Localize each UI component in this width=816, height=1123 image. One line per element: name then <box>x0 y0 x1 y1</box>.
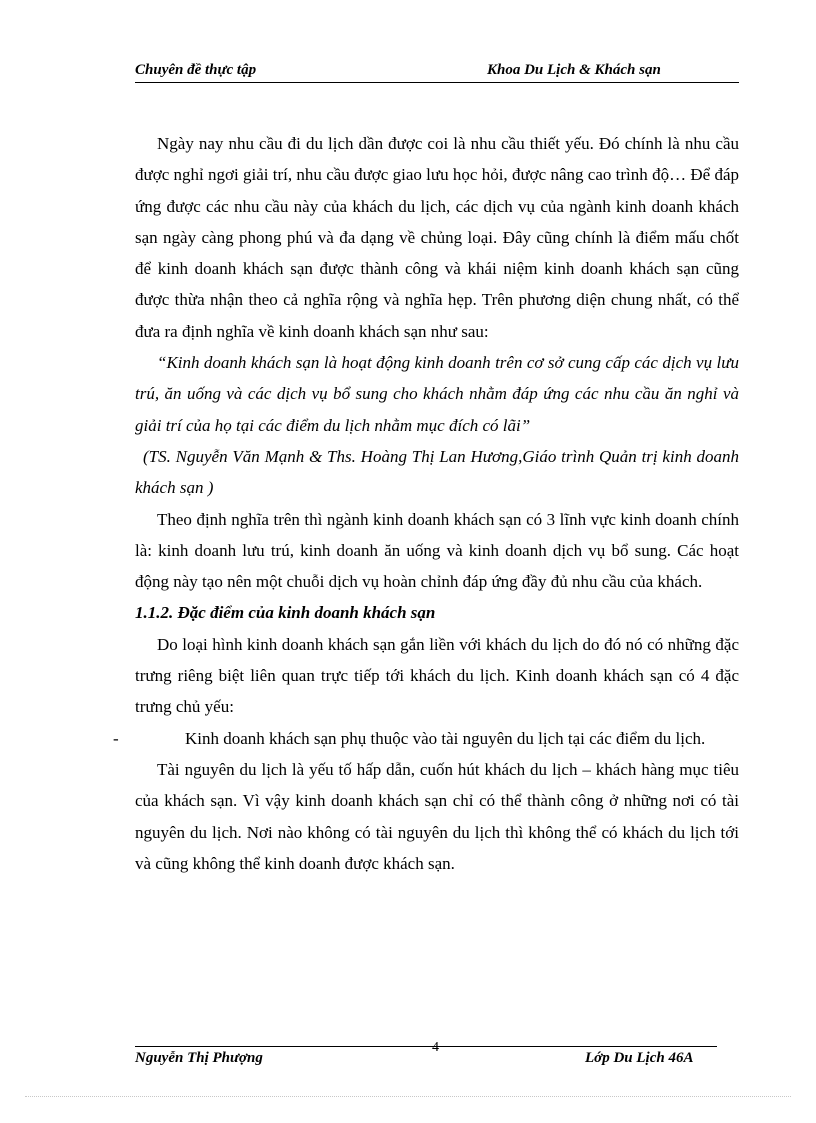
page-header <box>135 60 739 83</box>
footer-author: Nguyễn Thị Phượng <box>135 1050 263 1066</box>
page-edge-divider <box>25 1096 791 1097</box>
paragraph-intro: Ngày nay nhu cầu đi du lịch dần được coi là nhu cầu thiết yếu. Đó chính là nhu cầu được nghỉ ngơi giải trí, nhu cầu được giao lưu học hỏi, được nâng cao trình độ… Để đáp ứng được các nhu cầu này của khách du lịch, các dịch vụ của ngành kinh doanh khách sạn ngày càng phong phú và đa dạng về chủng loại. Đây cũng chính là điểm mấu chốt để kinh doanh khách sạn được thành công và khái niệm kinh doanh khách sạn cũng được thừa nhận theo cả nghĩa rộng và nghĩa hẹp. Trên phương diện chung nhất, có thể đưa ra định nghĩa về kinh doanh khách sạn như sau: <box>135 134 739 341</box>
paragraph-resources: Tài nguyên du lịch là yếu tố hấp dẫn, cuốn hút khách du lịch – khách hàng mục tiêu của khách sạn. Vì vậy kinh doanh khách sạn chỉ có thể thành công ở những nơi có tài nguyên du lịch. Nơi nào không có tài nguyên du lịch thì không thể có khách du lịch tới và cũng không thể kinh doanh được khách sạn. <box>135 759 739 873</box>
definition-quote: “Kinh doanh khách sạn là hoạt động kinh doanh trên cơ sở cung cấp các dịch vụ lưu trú, ăn uống và các dịch vụ bổ sung cho khách nhằm đáp ứng các nhu cầu ăn nghỉ và giải trí của họ tại các điểm du lịch nhằm mục đích có lãi” <box>135 353 739 435</box>
page-number: 4 <box>432 1040 439 1055</box>
bullet-text: Kinh doanh khách sạn phụ thuộc vào tài nguyên du lịch tại các điểm du lịch. <box>185 728 706 748</box>
bullet-dash: - <box>113 728 119 748</box>
footer-class: Lớp Du Lịch 46A <box>585 1050 694 1066</box>
paragraph-characteristics: Do loại hình kinh doanh khách sạn gắn liền với khách du lịch do đó nó có những đặc trưng riêng biệt liên quan trực tiếp tới khách du lịch. Kinh doanh khách sạn có 4 đặc trưng chủ yếu: <box>135 634 739 717</box>
footer-divider <box>135 1046 717 1047</box>
bullet-item <box>113 723 739 754</box>
document-body <box>113 128 739 879</box>
paragraph-fields: Theo định nghĩa trên thì ngành kinh doanh khách sạn có 3 lĩnh vực kinh doanh chính là: kinh doanh lưu trú, kinh doanh ăn uống và kinh doanh dịch vụ bổ sung. Các hoạt động này tạo nên một chuỗi dịch vụ hoàn chỉnh đáp ứng đầy đủ nhu cầu của khách. <box>135 509 739 592</box>
header-left-title: Chuyên đề thực tập <box>135 62 257 78</box>
header-right-title: Khoa Du Lịch & Khách sạn <box>487 62 661 78</box>
quote-source: (TS. Nguyễn Văn Mạnh & Ths. Hoàng Thị Lan Hương,Giáo trình Quản trị kinh doanh khách sạn ) <box>135 446 739 498</box>
section-heading: 1.1.2. Đặc điểm của kinh doanh khách sạn <box>135 603 436 623</box>
